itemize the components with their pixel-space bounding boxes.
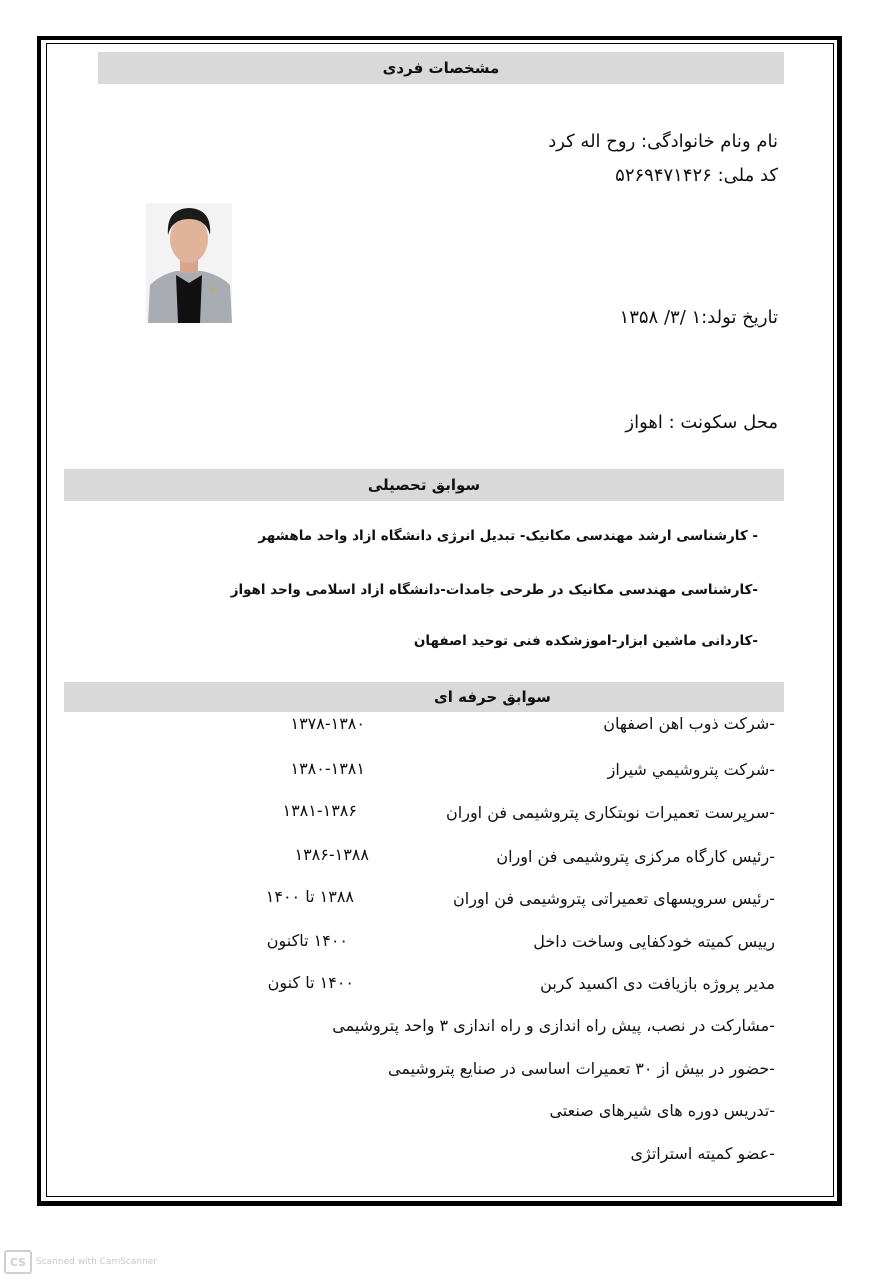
job-period: ۱۴۰۰ تاکنون	[266, 931, 348, 950]
job-title: رییس کمیته خودکفایی وساخت داخل	[533, 932, 775, 951]
job-title: -رئیس سرویسهای تعمیراتی پتروشیمی فن اوران	[453, 889, 775, 908]
job-title: -رئیس کارگاه مرکزی پتروشیمی فن اوران	[496, 847, 775, 866]
job-period: ۱۳۸۶-۱۳۸۸	[294, 845, 369, 864]
education-item: -کارشناسی مهندسی مکانیک در طرحی جامدات-دانشگاه ازاد اسلامی واحد اهواز	[230, 582, 758, 598]
full-name: نام ونام خانوادگی: روح اله کرد	[548, 131, 778, 152]
activity-item: -مشارکت در نصب، پیش راه اندازی و راه اندازی ۳ واحد پتروشیمی	[332, 1016, 775, 1035]
education-item: - کارشناسی ارشد مهندسی مکانیک- تبدیل انرژی دانشگاه ازاد واحد ماهشهر	[258, 528, 758, 544]
camscanner-logo-icon: CS	[4, 1250, 32, 1274]
job-title: مدیر پروژه بازیافت دی اکسید کربن	[540, 974, 775, 993]
national-id: کد ملی: ۵۲۶۹۴۷۱۴۲۶	[615, 165, 778, 186]
section-title: مشخصات فردی	[382, 59, 500, 77]
job-period: ۱۳۸۱-۱۳۸۶	[282, 801, 357, 820]
birth-date: تاریخ تولد:۱ /۳/ ۱۳۵۸	[619, 307, 778, 328]
job-period: ۱۳۸۰-۱۳۸۱	[290, 759, 365, 778]
section-header-personal	[98, 52, 784, 84]
job-period: ۱۳۸۸ تا ۱۴۰۰	[265, 887, 354, 906]
job-title: -شرکت پتروشيمي شيراز	[607, 760, 775, 779]
job-period: ۱۳۷۸-۱۳۸۰	[290, 714, 365, 733]
watermark-text: Scanned with CamScanner	[36, 1257, 158, 1267]
residence: محل سکونت : اهواز	[625, 412, 778, 433]
education-item: -کاردانی ماشین ابزار-اموزشکده فنی توحید اصفهان	[413, 633, 758, 649]
activity-item: -حضور در بیش از ۳۰ تعمیرات اساسی در صنایع پتروشیمی	[387, 1059, 775, 1078]
section-header-professional	[64, 682, 784, 712]
activity-item: -عضو کمیته استراتژی	[630, 1144, 775, 1163]
section-title: سوابق تحصیلی	[367, 476, 481, 494]
portrait-photo	[146, 203, 232, 323]
section-title: سوابق حرفه ای	[434, 688, 551, 706]
job-title: -سرپرست تعمیرات نوبتکاری پتروشیمی فن اوران	[446, 803, 775, 822]
section-header-education	[64, 469, 784, 501]
job-title: -شرکت ذوب اهن اصفهان	[603, 714, 775, 733]
camscanner-watermark	[4, 1250, 157, 1274]
activity-item: -تدریس دوره های شیرهای صنعتی	[549, 1101, 775, 1120]
job-period: ۱۴۰۰ تا کنون	[267, 973, 354, 992]
portrait-image	[146, 203, 232, 323]
